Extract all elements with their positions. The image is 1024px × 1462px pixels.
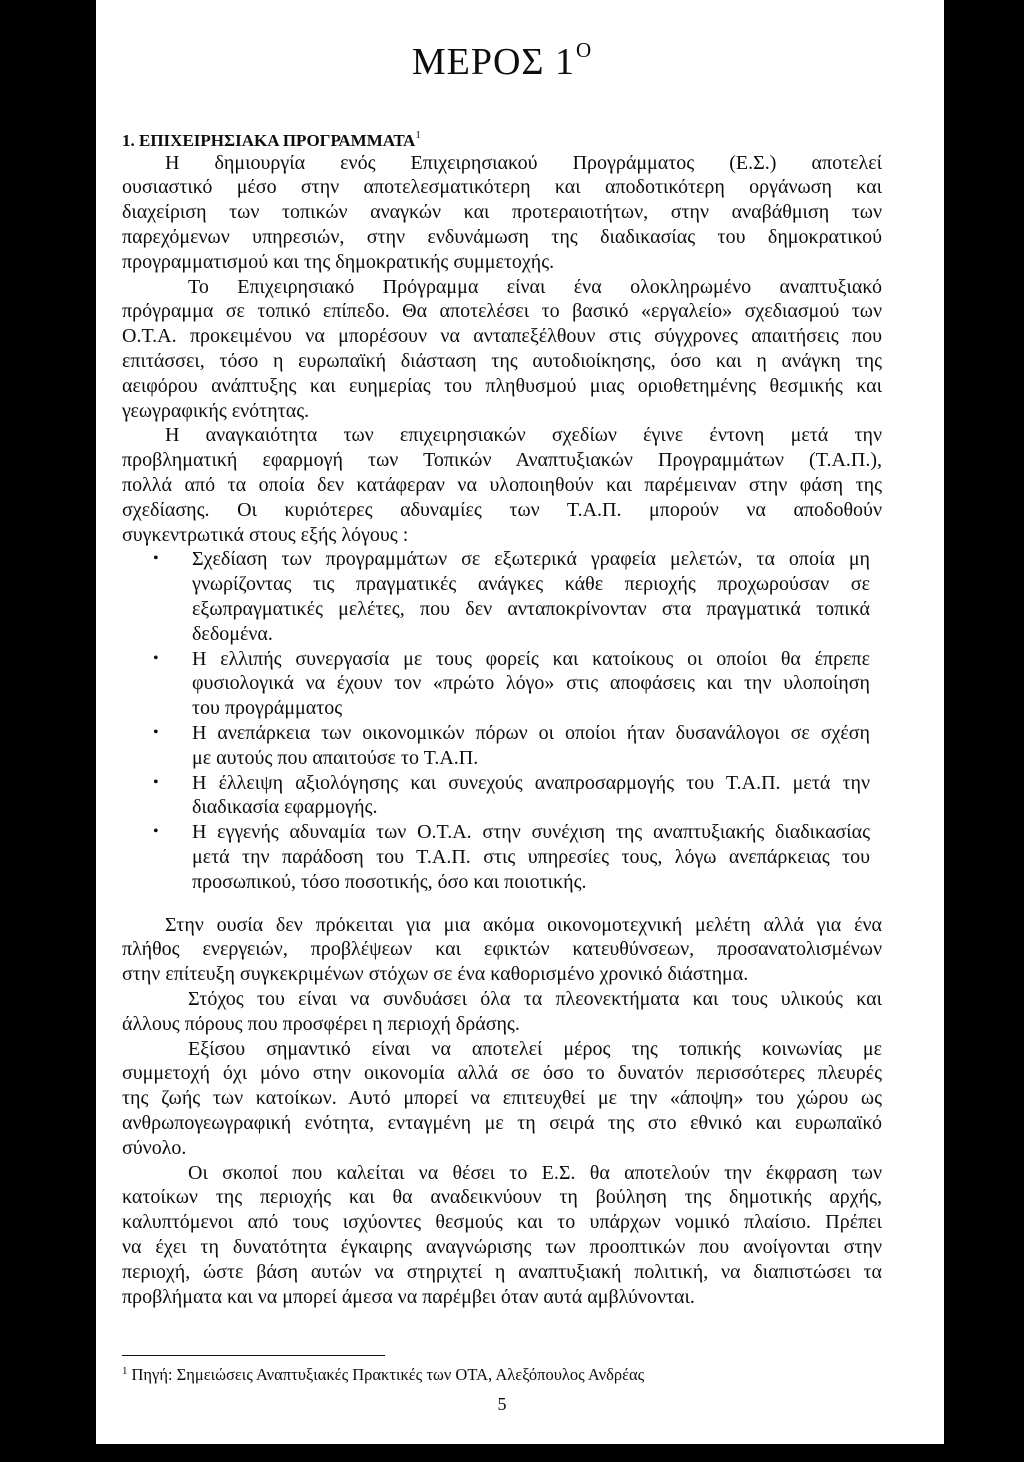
body-text-upper [122,151,882,895]
footnote [122,1363,882,1389]
text-line: Εξίσου σημαντικό είναι να αποτελεί μέρος της τοπικής κοινωνίας με [188,1037,882,1060]
text-line: Οι σκοποί που καλείται να θέσει το Ε.Σ. θα αποτελούν την έκφραση των [188,1161,882,1184]
bullet-item [122,721,882,771]
text-line: δεδομένα. [192,622,273,645]
text-line: μετά την παράδοση του Τ.Α.Π. στις υπηρεσίες τους, λόγω ανεπάρκειας του [192,845,870,868]
footnote-number: 1 [122,1365,128,1377]
text-line: γνωρίζοντας τις πραγματικές ανάγκες κάθε περιοχής προχωρούσαν σε [192,573,870,596]
text-line: πολλά από τα οποία δεν κατάφεραν να υλοποιηθούν και παρέμειναν στην φάση της [122,473,882,496]
text-line: συμμετοχή όχι μόνο στην οικονομία αλλά σε όσο το δυνατόν περισσότερες πλευρές [122,1062,882,1085]
paragraph [122,275,882,424]
scan-border-bottom [0,1444,1024,1462]
bullet-item [122,647,882,721]
text-line: σχεδίασης. Οι κυριότερες αδυναμίες των Τ.Α.Π. μπορούν να αποδοθούν [122,498,882,521]
footnote-separator [122,1355,385,1356]
text-line: διαδικασία εφαρμογής. [192,796,378,819]
text-line: κατοίκων της περιοχής και θα αναδεικνύουν τη βούληση της δημοτικής αρχής, [122,1186,882,1209]
text-line: Η εγγενής αδυναμία των Ο.Τ.Α. στην συνέχιση της αναπτυξιακής διαδικασίας [192,821,870,844]
text-line: Ο.Τ.Α. προκειμένου να μπορέσουν να ανταπεξέλθουν στις σύγχρονες απαιτήσεις που [122,325,882,348]
text-line: να έχει τη δυνατότητα έγκαιρης αναγνώρισης των προοπτικών που ανοίγονται στην [122,1235,882,1258]
text-line: Στην ουσία δεν πρόκειται για μια ακόμα οικονομοτεχνική μελέτη αλλά για ένα [165,913,882,936]
paragraph [122,151,882,275]
text-line: Η έλλειψη αξιολόγησης και συνεχούς αναπροσαρμογής του Τ.Α.Π. μετά την [192,771,870,794]
bullet-list [122,547,882,894]
bullet-item [122,547,882,646]
text-line: πλήθος ενεργειών, προβλέψεων και εφικτών κατευθύνσεων, προσανατολισμένων [122,938,882,961]
bullet-item [122,771,882,821]
text-line: Η ελλιπής συνεργασία με τους φορείς και κατοίκους οι οποίοι θα έπρεπε [192,647,870,670]
section-heading-text: 1. ΕΠΙΧΕΙΡΗΣΙΑΚΑ ΠΡΟΓΡΑΜΜΑΤΑ [122,131,416,150]
text-line: με αυτούς που απαιτούσε το Τ.Α.Π. [192,746,479,769]
paragraph [122,1037,882,1161]
text-line: προβληματική εφαρμογή των Τοπικών Αναπτυξιακών Προγραμμάτων (Τ.Α.Π.), [122,449,882,472]
text-line: Η ανεπάρκεια των οικονομικών πόρων οι οποίοι ήταν δυσανάλογοι σε σχέση [192,721,870,744]
paragraph [122,987,882,1037]
text-line: αειφόρου ανάπτυξης και ευημερίας του πληθυσμού μιας οριοθετημένης θεσμικής και [122,374,882,397]
bullet-icon: • [153,649,159,667]
text-line: συγκεντρωτικά στους εξής λόγους : [122,523,409,546]
text-line: της ζωής των κατοίκων. Αυτό μπορεί να επιτευχθεί με την «άποψη» του χώρου ως [122,1087,882,1110]
text-line: εξωπραγματικές μελέτες, που δεν ανταποκρίνονταν στα πραγματικά τοπικά [192,597,870,620]
bullet-item [122,820,882,894]
text-line: Στόχος του είναι να συνδυάσει όλα τα πλεονεκτήματα και τους υλικούς και [188,987,882,1010]
footnote-text: Πηγή: Σημειώσεις Αναπτυξιακές Πρακτικές των ΟΤΑ, Αλεξόπουλος Ανδρέας [131,1365,645,1384]
part-title-superscript: Ο [576,38,593,62]
page-number: 5 [497,1394,507,1414]
text-line: καλυπτόμενοι από τους ισχύοντες θεσμούς και το υπάρχων νομικό πλαίσιο. Πρέπει [122,1211,882,1234]
scan-border-right [944,0,1024,1462]
paragraph [122,913,882,987]
text-line: ανθρωπογεωγραφική ενότητα, ενταγμένη με τη σειρά της στο εθνικό και ευρωπαϊκό [122,1111,882,1134]
text-line: προσωπικού, τόσο ποσοτικής, όσο και ποιοτικής. [192,870,587,893]
part-title [122,38,882,91]
text-line: πρόγραμμα σε τοπικό επίπεδο. Θα αποτελέσει το βασικό «εργαλείο» σχεδιασμού των [122,300,882,323]
footnote-ref: 1 [415,129,421,141]
scan-border-left [0,0,96,1462]
bullet-icon: • [153,723,159,741]
paragraph [122,423,882,547]
text-line: γεωγραφικής ενότητας. [122,399,310,422]
text-line: διαχείριση των τοπικών αναγκών και προτεραιοτήτων, στην αναβάθμιση των [122,201,882,224]
text-line: περιοχή, ώστε βάση αυτών να στηριχτεί η αναπτυξιακή πολιτική, να διαπιστώσει τα [122,1260,882,1283]
body-text-lower [122,913,882,1310]
text-line: στην επίτευξη συγκεκριμένων στόχων σε ένα καθορισμένο χρονικό διάστημα. [122,963,749,986]
text-line: παρεχόμενων υπηρεσιών, στην ενδυνάμωση της διαδικασίας του δημοκρατικού [122,225,882,248]
part-title-text: ΜΕΡΟΣ 1 [411,41,576,83]
text-line: προγραμματισμού και της δημοκρατικής συμμετοχής. [122,250,555,273]
text-line: σύνολο. [122,1136,187,1159]
text-line: Σχεδίαση των προγραμμάτων σε εξωτερικά γραφεία μελετών, τα οποία μη [192,548,870,571]
bullet-icon: • [153,550,159,568]
text-line: ουσιαστικό μέσο στην αποτελεσματικότερη και αποδοτικότερη οργάνωση και [122,176,882,199]
text-line: του προγράμματος [192,697,343,720]
text-line: φυσιολογικά να έχουν τον «πρώτο λόγο» στις αποφάσεις και την υλοποίηση [192,672,870,695]
bullet-icon: • [153,773,159,791]
text-line: Η δημιουργία ενός Επιχειρησιακού Προγράμματος (Ε.Σ.) αποτελεί [165,151,882,174]
bullet-icon: • [153,823,159,841]
text-line: προβλήματα και να μπορεί άμεσα να παρέμβει όταν αυτά αμβλύνονται. [122,1285,695,1308]
text-line: επιτάσσει, τόσο η ευρωπαϊκή διάσταση της αυτοδιοίκησης, όσο και η ανάγκη της [122,349,882,372]
text-line: Το Επιχειρησιακό Πρόγραμμα είναι ένα ολοκληρωμένο αναπτυξιακό [188,275,882,298]
text-line: άλλους πόρους που προσφέρει η περιοχή δράσης. [122,1012,520,1035]
paragraph [122,1161,882,1310]
text-line: Η αναγκαιότητα των επιχειρησιακών σχεδίων έγινε έντονη μετά την [165,424,882,447]
